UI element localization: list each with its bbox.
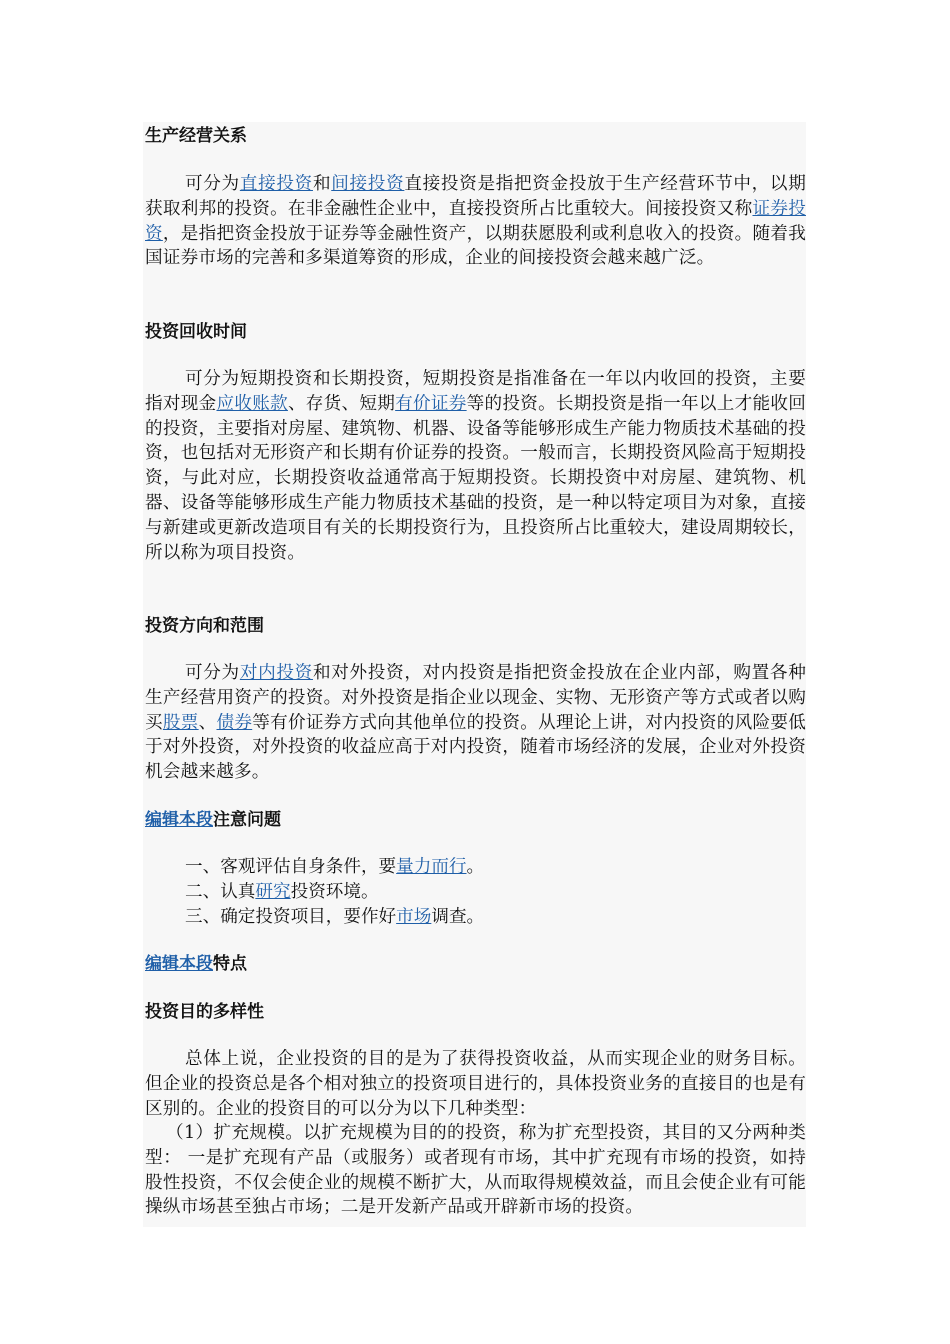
- paragraph-recovery-time: [145, 367, 806, 565]
- text: ，是指把资金投放于证券等金融性资产，以期获愿股利或利息收入的投资。随着我国证券市场的完善和多渠道筹资的形成，企业的间接投资会越来越广泛。: [145, 223, 806, 269]
- heading-recovery-time: 投资回收时间: [145, 322, 247, 342]
- link-internal-investment[interactable]: 对内投资: [239, 663, 313, 683]
- text: 调查。: [431, 906, 485, 927]
- attention-list: [145, 855, 806, 929]
- link-marketable-securities[interactable]: 有价证券: [395, 393, 467, 414]
- text: 三、确定投资项目，要作好: [185, 906, 397, 927]
- text: 可分为: [185, 663, 240, 683]
- link-stocks[interactable]: 股票: [162, 712, 199, 733]
- text: 和对外投资，对内投资是指把资金投放在企业内部，购置各种生产经营用资产的投资。对外投资是指企业以现金、实物、无形资产等方式或者以购买: [145, 663, 806, 733]
- paragraph-expand-scale: （1）扩充规模。以扩充规模为目的的投资，称为扩充型投资，其目的又分两种类型： 一是扩充现有产品（或服务）或者现有市场，其中扩充现有市场的投资，如持股性投资，不仅会使企业的规模不断扩大，从而取得规模效益，而且会使企业有可能操纵市场甚至独占市场；二是开发新产品或开辟新市场的投资。: [145, 1123, 806, 1218]
- text: 二、认真: [185, 881, 256, 902]
- list-item: [145, 905, 806, 930]
- link-market[interactable]: 市场: [396, 906, 432, 927]
- link-within-means[interactable]: 量力而行: [396, 857, 467, 877]
- heading-direction-scope: 投资方向和范围: [145, 616, 264, 636]
- list-item: [145, 855, 806, 880]
- text: 、存货、短期: [287, 393, 396, 414]
- article-content: [143, 122, 806, 1227]
- link-indirect-investment[interactable]: 间接投资: [331, 174, 405, 194]
- text: 。: [466, 857, 485, 877]
- text: 直接投资是指把资金投放于生产经营环节中，以期获取利邦的投资。在非金融性企业中，直接投资所占比重较大。间接投资又称: [145, 174, 806, 219]
- text: 等有价证券方式向其他单位的投资。从理论上讲，对内投资的风险要低于对外投资，对外投资的收益应高于对内投资，随着市场经济的发展，企业对外投资机会越来越多。: [145, 712, 806, 783]
- text: 一、客观评估自身条件，要: [185, 857, 397, 877]
- edit-section-link[interactable]: 编辑本段: [145, 954, 213, 974]
- link-accounts-receivable[interactable]: 应收账款: [216, 393, 288, 414]
- heading-text: 注意问题: [213, 810, 281, 830]
- text: 等的投资。长期投资是指一年以上才能收回的投资，主要指对房屋、建筑物、机器、设备等能够形成生产能力物质技术基础的投资，也包括对无形资产和长期有价证券的投资。一般而言，长期投资风险高于短期投资，与此对应，长期投资收益通常高于短期投资。长期投资中对房屋、建筑物、机器、设备等能够形成生产能力物质技术基础的投资，是一种以特定项目为对象，直接与新建或更新改造项目有关的长期投资行为，且投资所占比重较大，建设周期较长，所以称为项目投资。: [145, 393, 806, 563]
- heading-production-relation: 生产经营关系: [145, 126, 247, 146]
- heading-text: 特点: [213, 954, 247, 974]
- text: 投资环境。: [290, 881, 379, 902]
- text: 可分为: [185, 174, 240, 194]
- text: 、: [198, 712, 217, 733]
- link-securities-investment[interactable]: 证券投资: [145, 198, 806, 244]
- list-item: [145, 880, 806, 905]
- text: 和: [312, 174, 332, 194]
- heading-purpose-diversity: 投资目的多样性: [145, 1002, 264, 1022]
- link-research[interactable]: 研究: [255, 881, 291, 902]
- heading-features: [145, 952, 806, 976]
- heading-attention-issues: [145, 808, 806, 832]
- paragraph-production-relation: [145, 172, 806, 271]
- link-bonds[interactable]: 债券: [216, 712, 253, 733]
- paragraph-purpose-diversity: 总体上说，企业投资的目的是为了获得投资收益，从而实现企业的财务目标。但企业的投资总是各个相对独立的投资项目进行的，具体投资业务的直接目的也是有区别的。企业的投资目的可以分为以下几种类型：: [145, 1049, 806, 1119]
- edit-section-link[interactable]: 编辑本段: [145, 810, 213, 830]
- link-direct-investment[interactable]: 直接投资: [239, 174, 313, 194]
- paragraph-direction-scope: [145, 661, 806, 785]
- text: 可分为短期投资和长期投资，短期投资是指准备在一年以内收回的投资，主要指对现金: [145, 369, 806, 414]
